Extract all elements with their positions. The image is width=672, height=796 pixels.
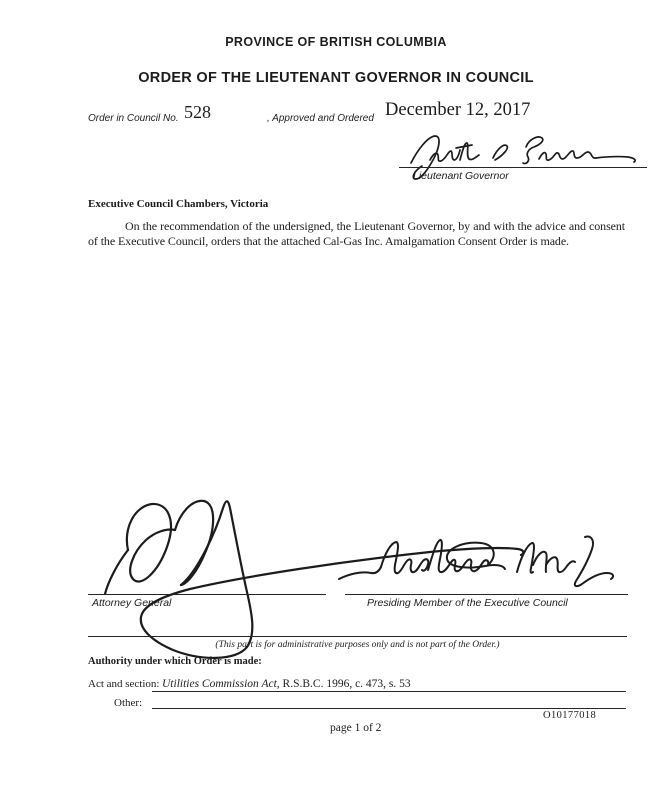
presiding-member-title: Presiding Member of the Executive Council <box>367 597 568 609</box>
act-and-section-label: Act and section: <box>88 678 160 690</box>
chambers-line: Executive Council Chambers, Victoria <box>88 198 269 210</box>
presiding-member-signature <box>333 527 645 597</box>
lieutenant-governor-title: Lieutenant Governor <box>413 170 509 182</box>
attorney-general-signature-line <box>88 594 326 595</box>
attorney-general-title: Attorney General <box>92 597 172 609</box>
act-name: Utilities Commission Act <box>162 678 277 690</box>
other-field-line <box>152 708 626 709</box>
admin-section-divider <box>88 636 627 637</box>
order-heading: ORDER OF THE LIEUTENANT GOVERNOR IN COUNCIL <box>138 70 534 86</box>
approved-date-value: December 12, 2017 <box>385 100 531 120</box>
authority-label: Authority under which Order is made: <box>88 656 262 667</box>
act-citation: , R.S.B.C. 1996, c. 473, s. 53 <box>276 678 411 690</box>
province-heading: PROVINCE OF BRITISH COLUMBIA <box>225 35 447 49</box>
page-number: page 1 of 2 <box>330 722 382 734</box>
act-and-section-field <box>152 673 626 692</box>
order-body-paragraph: On the recommendation of the undersigned, the Lieutenant Governor, by and with the advice and consent of the Executive Council, orders that the attached Cal-Gas Inc. Amalgamation Consent Order is made. <box>88 219 625 248</box>
document-tracking-number: O10177018 <box>543 710 597 721</box>
other-label: Other: <box>114 697 143 709</box>
approved-ordered-label: , Approved and Ordered <box>267 113 374 124</box>
presiding-member-signature-line <box>345 594 628 595</box>
order-number-label: Order in Council No. <box>88 113 179 124</box>
admin-note: (This part is for administrative purposes only and is not part of the Order.) <box>215 640 500 650</box>
order-number-value: 528 <box>184 102 211 122</box>
lieutenant-governor-signature-line <box>399 167 647 168</box>
act-and-section-value <box>162 678 411 690</box>
